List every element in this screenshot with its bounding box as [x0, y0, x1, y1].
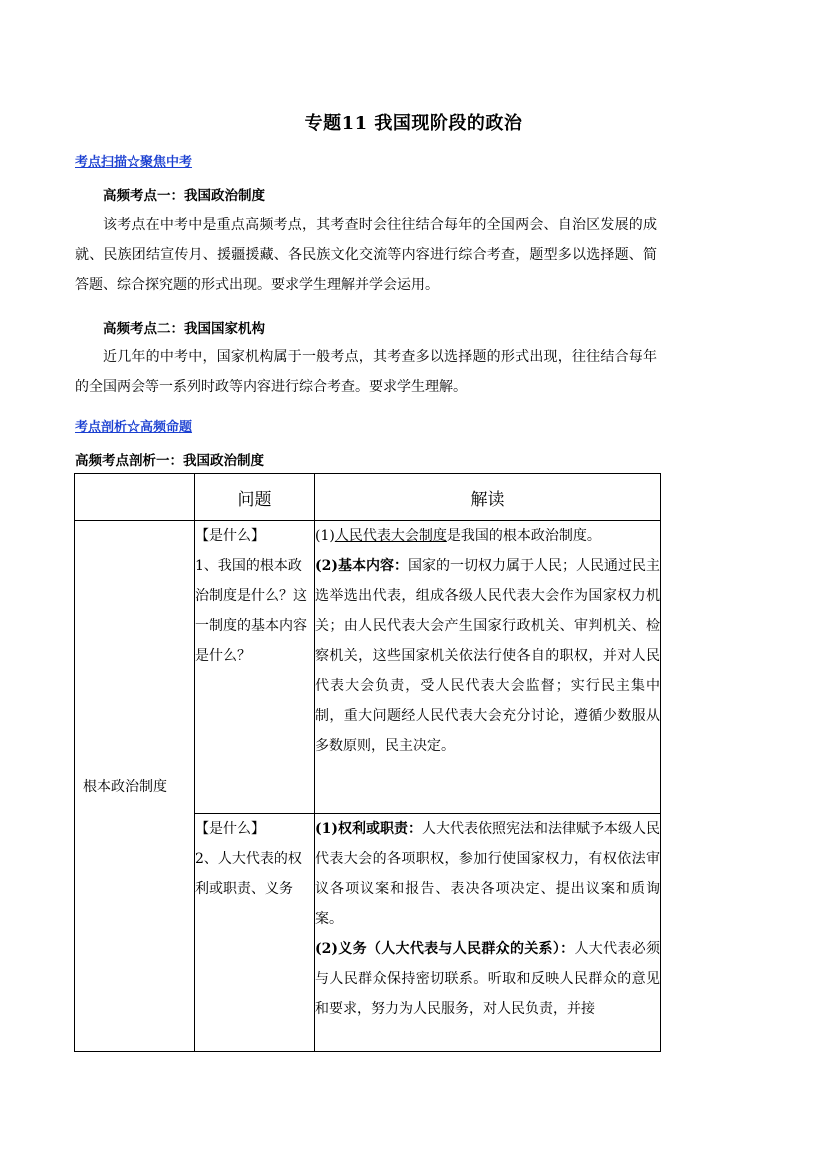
- point2-text: 近几年的中考中，国家机构属于一般考点，其考查多以选择题的形式出现，往往结合每年的全国两会等一系列时政等内容进行综合考查。要求学生理解。: [75, 349, 657, 395]
- point1-text: 该考点在中考中是重点高频考点，其考查时会往往结合每年的全国两会、自治区发展的成就、民族团结宣传月、援疆援藏、各民族文化交流等内容进行综合考查，题型多以选择题、简答题、综合探究题的形式出现。要求学生理解并学会运用。: [75, 217, 657, 293]
- answer-point-1: [315, 814, 660, 934]
- header-blank: [75, 474, 195, 521]
- question-cell: [195, 813, 315, 1051]
- answer-cell: [315, 813, 661, 1051]
- header-question: 问题: [195, 474, 315, 521]
- answer-label: (1)权利或职责：: [315, 820, 422, 837]
- answer-prefix: (1): [315, 528, 335, 544]
- point1-heading: 高频考点一：我国政治制度: [103, 188, 265, 204]
- section-link-analysis[interactable]: 考点剖析☆高频命题: [75, 420, 193, 435]
- answer-cell: [315, 521, 661, 814]
- answer-text: 是我国的根本政治制度。: [446, 528, 601, 544]
- answer-label: (2)义务（人大代表与人民群众的关系）：: [315, 940, 575, 957]
- answer-text: 人大代表依照宪法和法律赋予本级人民代表大会的各项职权，参加行使国家权力，有权依法审议各项议案和报告、表决各项决定、提出议案和质询案。: [315, 820, 660, 927]
- question-text: 2、人大代表的权利或职责、义务: [195, 850, 302, 897]
- category-cell: 根本政治制度: [75, 521, 195, 1052]
- table-header-row: [75, 474, 661, 521]
- answer-point-1: [315, 521, 660, 551]
- section-link-scan[interactable]: 考点扫描☆聚焦中考: [75, 155, 193, 170]
- answer-underlined-term: 人民代表大会制度: [334, 528, 447, 544]
- point2-heading: 高频考点二：我国国家机构: [103, 321, 265, 337]
- question-tag: 【是什么】: [195, 820, 265, 837]
- answer-text: 人大代表必须与人民群众保持密切联系。听取和反映人民群众的意见和要求，努力为人民服务，对人民负责，并接: [315, 940, 660, 1017]
- answer-point-2: [315, 551, 660, 761]
- question-cell: [195, 521, 315, 814]
- analysis-heading: 高频考点剖析一：我国政治制度: [75, 453, 264, 469]
- question-tag: 【是什么】: [195, 528, 265, 544]
- table-row: [75, 521, 661, 814]
- analysis-table: [74, 473, 661, 1052]
- answer-label: (2)基本内容：: [315, 558, 408, 574]
- header-answer: 解读: [315, 474, 661, 521]
- answer-point-2: [315, 934, 660, 1024]
- page-title: 专题11 我国现阶段的政治: [304, 113, 523, 134]
- answer-text: 国家的一切权力属于人民；人民通过民主选举选出代表，组成各级人民代表大会作为国家权力机关；由人民代表大会产生国家行政机关、审判机关、检察机关，这些国家机关依法行使各自的职权，并对人民代表大会负责，受人民代表大会监督；实行民主集中制，重大问题经人民代表大会充分讨论，遵循少数服从多数原则，民主决定。: [315, 558, 660, 754]
- question-text: 1、我国的根本政治制度是什么？这一制度的基本内容是什么？: [195, 558, 307, 664]
